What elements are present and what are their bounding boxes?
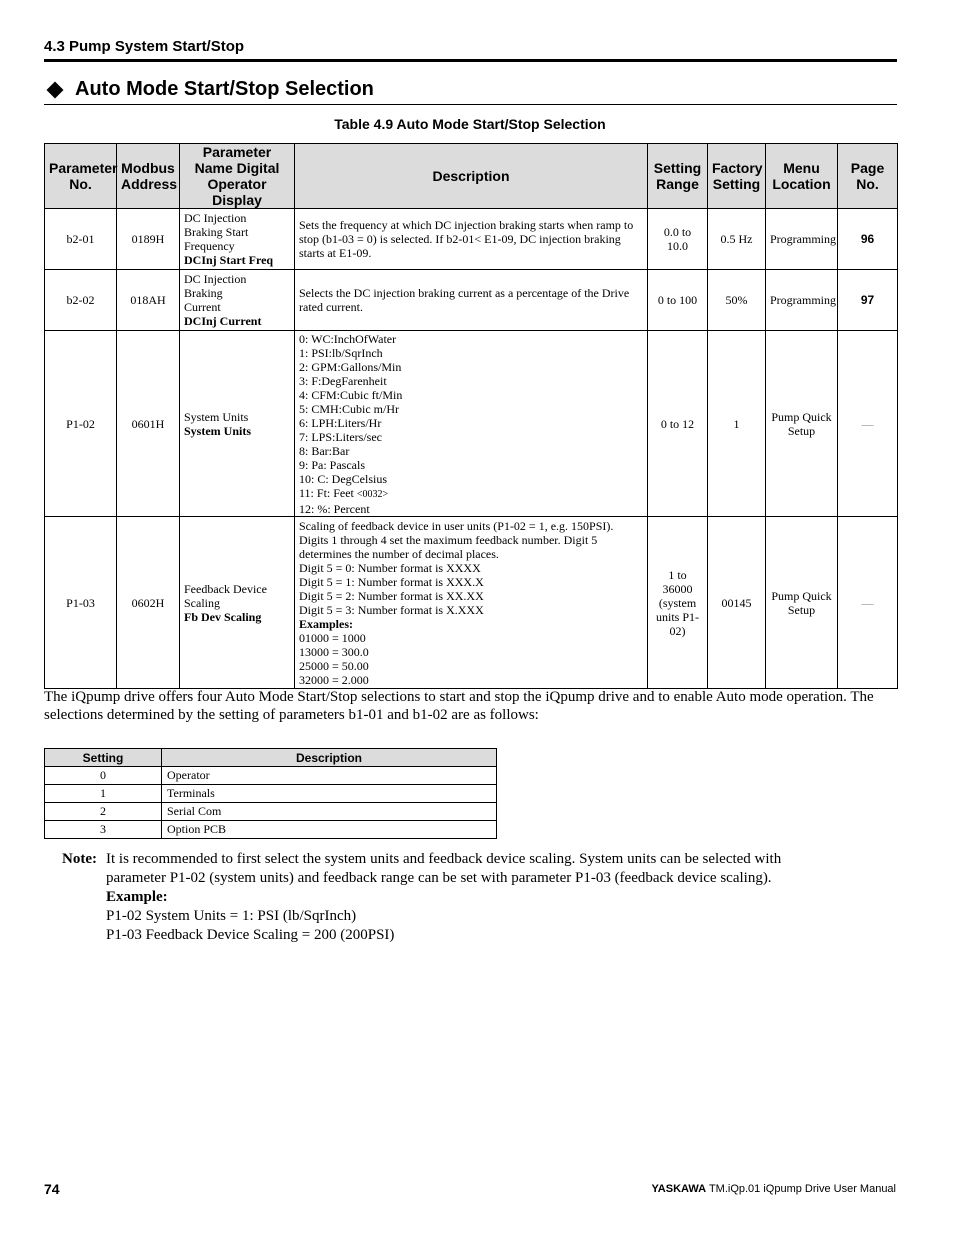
menu-location: Programming [766,270,838,331]
example-line: 13000 = 300.0 [299,644,369,659]
page-link[interactable]: 97 [838,270,898,331]
section-title [46,78,896,101]
table-row [45,331,898,517]
description-line: Sets the frequency at which DC injection braking starts when ramp to stop (b1-03 = 0) is selected. If b2-01< E1-09, DC injection braking starts at E1-09. [299,218,634,260]
factory-setting: 1 [708,331,766,517]
modbus-address: 0602H [117,517,180,689]
header-menu: Menu Location [766,144,838,209]
note-label: Note: [62,851,97,867]
description [295,517,648,689]
unit-option: 0: WC:InchOfWater [299,331,397,346]
brand-name: YASKAWA [651,1183,707,1195]
table-row [45,767,497,785]
setting-range: 1 to 36000 (system units P1-02) [648,517,708,689]
parameter-table-header [45,144,898,209]
unit-option: 8: Bar:Bar [299,443,350,458]
example-line: P1-02 System Units = 1: PSI (lb/SqrInch) [106,908,357,924]
setting-value: 1 [45,785,162,803]
param-no: P1-02 [45,331,117,517]
unit-option: 5: CMH:Cubic m/Hr [299,401,400,416]
name-line: Scaling [184,595,220,610]
section-rule [44,104,897,105]
example-line: 01000 = 1000 [299,630,366,645]
note-block [62,850,822,945]
header-name: Parameter Name Digital Operator Display [180,144,295,209]
table-row [45,821,497,839]
modbus-address: 018AH [117,270,180,331]
unit-option: 4: CFM:Cubic ft/Min [299,387,403,402]
name-line: System Units [184,409,249,424]
factory-setting: 50% [708,270,766,331]
factory-setting: 00145 [708,517,766,689]
setting-range: 0 to 100 [648,270,708,331]
operator-display: DCInj Current [184,314,262,328]
unit-option: 1: PSI:lb/SqrInch [299,345,383,360]
table-caption: Table 4.9 Auto Mode Start/Stop Selection [334,116,606,132]
menu-location: Programming [766,209,838,270]
manual-title: TM.iQp.01 iQpump Drive User Manual [708,1183,896,1195]
name-line: Braking [184,286,223,300]
setting-description: Operator [162,767,497,785]
footer-manual [651,1183,896,1195]
description-line: Digit 5 = 0: Number format is XXXX [299,560,481,575]
setting-description: Terminals [162,785,497,803]
menu-location: Pump Quick Setup [766,331,838,517]
description [295,209,648,270]
header-setting: Setting [45,749,162,767]
operator-display: Fb Dev Scaling [184,609,262,624]
table-row [45,803,497,821]
param-name [180,517,295,689]
example-label: Example: [106,889,168,905]
setting-value: 0 [45,767,162,785]
example-line: P1-03 Feedback Device Scaling = 200 (200PSI) [106,927,395,943]
parameter-table [44,143,898,689]
param-name [180,331,295,517]
description-line: Selects the DC injection braking current as a percentage of the Drive rated current. [299,286,630,314]
table-row [45,270,898,331]
table-row [45,209,898,270]
page-none: — [838,517,898,689]
setting-description: Serial Com [162,803,497,821]
modbus-address: 0189H [117,209,180,270]
intro-paragraph: The iQpump drive offers four Auto Mode Start/Stop selections to start and stop the iQpump drive and to enable Auto mode operation. The selections determined by the setting of parameters b1-01 and b1-02 are as follows: [44,689,874,723]
header-rule [44,59,897,62]
description-line: Digit 5 = 1: Number format is XXX.X [299,574,484,589]
header-param-no: Parameter No. [45,144,117,209]
name-line: Feedback Device [184,581,267,596]
description [295,331,648,517]
setting-range: 0.0 to 10.0 [648,209,708,270]
operator-display: System Units [184,423,252,438]
examples-label: Examples: [299,616,353,631]
unit-option: 7: LPS:Liters/sec [299,429,382,444]
setting-value: 2 [45,803,162,821]
setting-table [44,748,497,839]
header-description: Description [295,144,648,209]
note-body [106,850,822,945]
note-text: It is recommended to first select the system units and feedback device scaling. System units can be selected with parameter P1-02 (system units) and feedback range can be set with parameter P1-03 (feedback device scaling). [106,851,782,886]
header-range: Setting Range [648,144,708,209]
menu-location: Pump Quick Setup [766,517,838,689]
param-no: P1-03 [45,517,117,689]
description-line: Digit 5 = 3: Number format is X.XXX [299,602,484,617]
param-name [180,270,295,331]
operator-display: DCInj Start Freq [184,253,274,267]
example-line: 25000 = 50.00 [299,658,369,673]
factory-setting: 0.5 Hz [708,209,766,270]
unit-option: 3: F:DegFarenheit [299,373,387,388]
setting-description: Option PCB [162,821,497,839]
table-row [45,785,497,803]
description-line: Digits 1 through 4 set the maximum feedback number. Digit 5 determines the number of decimal places. [299,532,598,561]
table-row [45,517,898,689]
header-setting-description: Description [162,749,497,767]
header-factory: Factory Setting [708,144,766,209]
name-line: DC Injection [184,272,247,286]
setting-value: 3 [45,821,162,839]
unit-option: 9: Pa: Pascals [299,457,365,472]
example-line: 32000 = 2.000 [299,672,369,687]
running-header: 4.3 Pump System Start/Stop [44,38,245,55]
name-line: Current [184,300,221,314]
section-title-text: Auto Mode Start/Stop Selection [75,78,374,100]
header-modbus: Modbus Address [117,144,180,209]
unit-option: 12: %: Percent [299,501,370,516]
unit-option: 6: LPH:Liters/Hr [299,415,382,430]
setting-table-header [45,749,497,767]
param-name [180,209,295,270]
setting-range: 0 to 12 [648,331,708,517]
unit-option: 2: GPM:Gallons/Min [299,359,402,374]
page-number: 74 [44,1181,60,1197]
unit-option: 10: C: DegCelsius [299,471,388,486]
unit-option-text: 11: Ft: Feet [299,485,354,500]
unit-option [299,486,643,502]
name-line: DC Injection [184,211,247,225]
diamond-bullet-icon [47,81,64,98]
page-none: — [838,331,898,517]
page-link[interactable]: 96 [838,209,898,270]
description-line: Digit 5 = 2: Number format is XX.XX [299,588,484,603]
param-no: b2-02 [45,270,117,331]
param-no: b2-01 [45,209,117,270]
description [295,270,648,331]
version-tag: <0032> [356,488,389,500]
header-page: Page No. [838,144,898,209]
modbus-address: 0601H [117,331,180,517]
description-line: Scaling of feedback device in user units (P1-02 = 1, e.g. 150PSI). [299,518,614,533]
name-line: Braking Start [184,225,249,239]
name-line: Frequency [184,239,235,253]
